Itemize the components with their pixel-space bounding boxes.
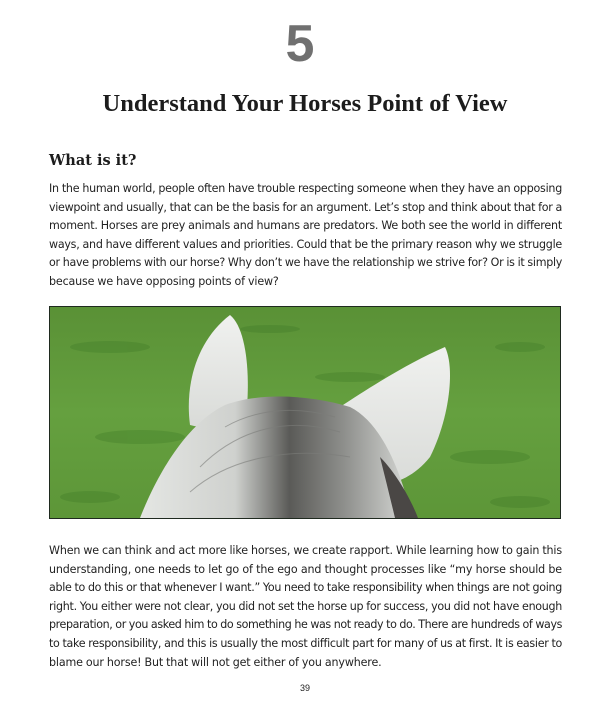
section-heading: What is it? — [49, 152, 137, 169]
paragraph-line: to take responsibility, and this is usually the most difficult part for many of us at first. It is easier to — [49, 636, 562, 650]
paragraph-line: In the human world, people often have trouble respecting someone when they have an opposing — [49, 182, 562, 195]
chapter-title: Understand Your Horses Point of View — [102, 90, 508, 117]
paragraph-line: right. You either were not clear, you did not set the horse up for success, you did not have enough — [49, 599, 562, 613]
paragraph-line: because we have opposing points of view? — [49, 274, 279, 288]
horse-ears-illustration — [50, 307, 560, 518]
paragraph-line: preparation, or you asked him to do something he was not ready to do. There are hundreds of ways — [49, 618, 562, 632]
paragraph-line: ways, and have different values and priorities. Could that be the primary reason why we struggle — [49, 237, 562, 251]
body-paragraph-1 — [49, 180, 562, 292]
page-number: 39 — [299, 683, 310, 693]
paragraph-line: When we can think and act more like horses, we create rapport. While learning how to gain this — [49, 544, 562, 557]
horse-ears-photo — [49, 306, 561, 519]
paragraph-line: or have problems with our horse? Why don’t we have the relationship we strive for? Or is it simply — [49, 256, 562, 270]
chapter-number: 5 — [285, 15, 315, 73]
paragraph-line: understanding, one needs to let go of the ego and thought processes like “my horse should be — [49, 562, 562, 576]
paragraph-line: able to do this or that whenever I want.” You need to take responsibility when things are not going — [49, 581, 562, 595]
paragraph-line: moment. Horses are prey animals and humans are predators. We both see the world in different — [49, 219, 562, 233]
paragraph-line: blame our horse! But that will not get either of you anywhere. — [49, 655, 382, 669]
paragraph-line: viewpoint and usually, that can be the basis for an argument. Let’s stop and think about that for a — [49, 200, 562, 214]
body-paragraph-2 — [49, 542, 562, 672]
